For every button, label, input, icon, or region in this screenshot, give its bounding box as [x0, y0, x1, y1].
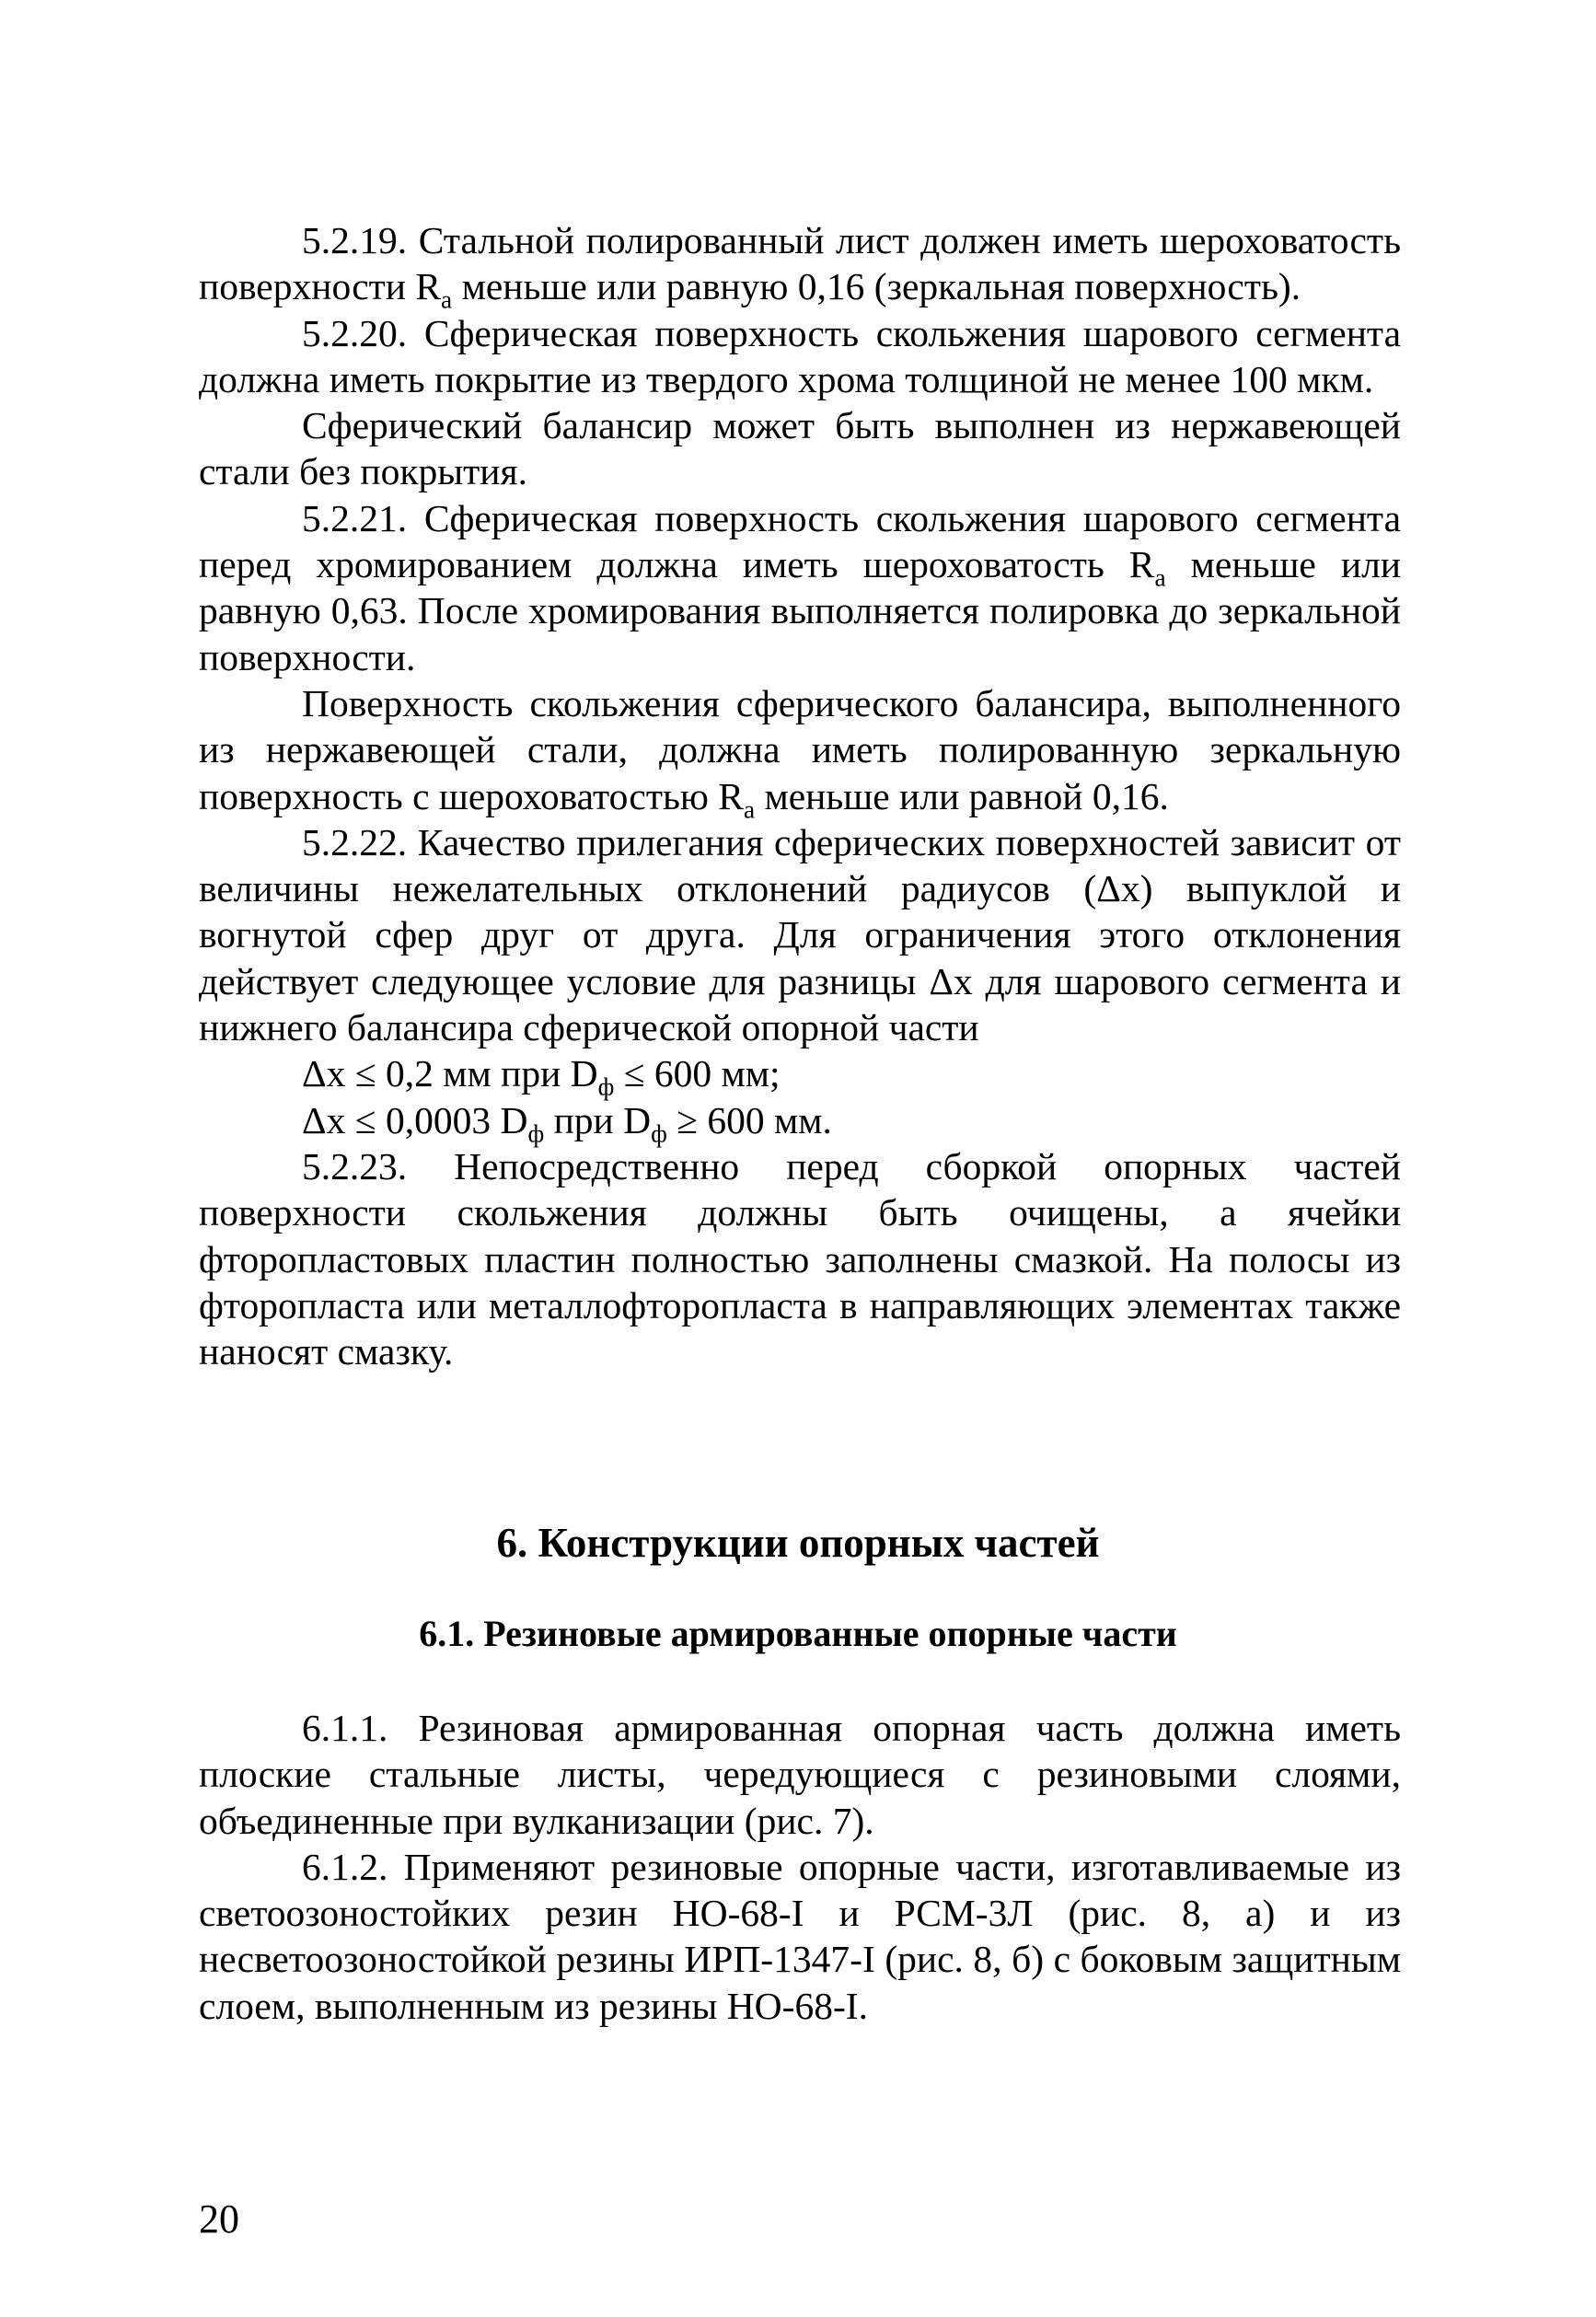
paragraph-6-1-1: 6.1.1. Резиновая армированная опорная часть должна иметь плоские стальные листы, чередующиеся с резиновыми слоями, объединенные при вулканизации (рис. 7). — [199, 1707, 1401, 1842]
paragraph-5-2-21-continued — [199, 680, 1401, 824]
paragraph-text: Поверхность скольжения сферического балансира, выполненного из нержавеющей стали, должна иметь полированную зеркальную поверхность с шероховатостью R — [199, 681, 1401, 817]
subscript: ф — [597, 1072, 615, 1101]
formula-text: Δx ≤ 0,0003 D — [302, 1098, 528, 1141]
formula-text: при D — [544, 1098, 652, 1141]
paragraph-5-2-21 — [199, 495, 1401, 680]
paragraph-5-2-20: 5.2.20. Сферическая поверхность скольжения шарового сегмента должна иметь покрытие из твердого хрома толщиной не менее 100 мкм. — [199, 311, 1401, 400]
subscript: ф — [527, 1119, 545, 1148]
paragraph-5-2-19 — [199, 217, 1401, 314]
paragraph-text: меньше или равную 0,16 (зеркальная поверхность). — [452, 265, 1301, 308]
paragraph-5-2-20-continued: Сферический балансир может быть выполнен из нержавеющей стали без покрытия. — [199, 404, 1401, 493]
subscript: a — [441, 285, 453, 314]
paragraph-text: 5.2.21. Сферическая поверхность скольжения шарового сегмента перед хромированием должна иметь шероховатость R — [199, 496, 1401, 586]
paragraph-text: 5.2.19. Стальной полированный лист должен иметь шероховатость поверхности R — [199, 219, 1401, 308]
subscript: ф — [651, 1119, 667, 1148]
subscript: a — [743, 795, 756, 824]
paragraph-6-1-2: 6.1.2. Применяют резиновые опорные части, изготавливаемые из светоозоностойких резин НО-68-I и РСМ-3Л (рис. 8, а) и из несветоозоностойкой резины ИРП-1347-I (рис. 8, б) с боковым защитным слоем, выполненным из резины НО-68-I. — [199, 1845, 1401, 2027]
paragraph-5-2-23: 5.2.23. Непосредственно перед сборкой опорных частей поверхности скольжения должны быть очищены, а ячейки фторопластовых пластин полностью заполнены смазкой. На полосы из фторопласта или металлофторопласта в направляющих элементах также наносят смазку. — [199, 1144, 1401, 1373]
section-6-body — [199, 1705, 1401, 2029]
section-heading: 6. Конструкции опорных частей — [496, 1520, 1100, 1566]
section-5-body — [199, 217, 1401, 1374]
formula-2 — [199, 1097, 1401, 1148]
formula-text: ≤ 600 мм; — [614, 1052, 781, 1095]
subsection-heading: 6.1. Резиновые армированные опорные части — [419, 1613, 1177, 1654]
paragraph-text: меньше или равной 0,16. — [755, 774, 1169, 817]
paragraph-text: меньше или равную 0,63. После хромирования выполняется полировка до зеркальной поверхности. — [199, 543, 1401, 678]
paragraph-5-2-22: 5.2.22. Качество прилегания сферических поверхностей зависит от величины нежелательных отклонений радиусов (Δx) выпуклой и вогнутой сфер друг от друга. Для ограничения этого отклонения действует следующее условие для разницы Δx для шарового сегмента и нижнего балансира сферической опорной части — [199, 820, 1401, 1049]
page-number: 20 — [199, 2196, 239, 2242]
formula-1 — [199, 1050, 1401, 1101]
formula-text: ≥ 600 мм. — [666, 1098, 832, 1141]
formula-text: Δx ≤ 0,2 мм при D — [302, 1052, 598, 1095]
subscript: a — [1154, 563, 1166, 592]
